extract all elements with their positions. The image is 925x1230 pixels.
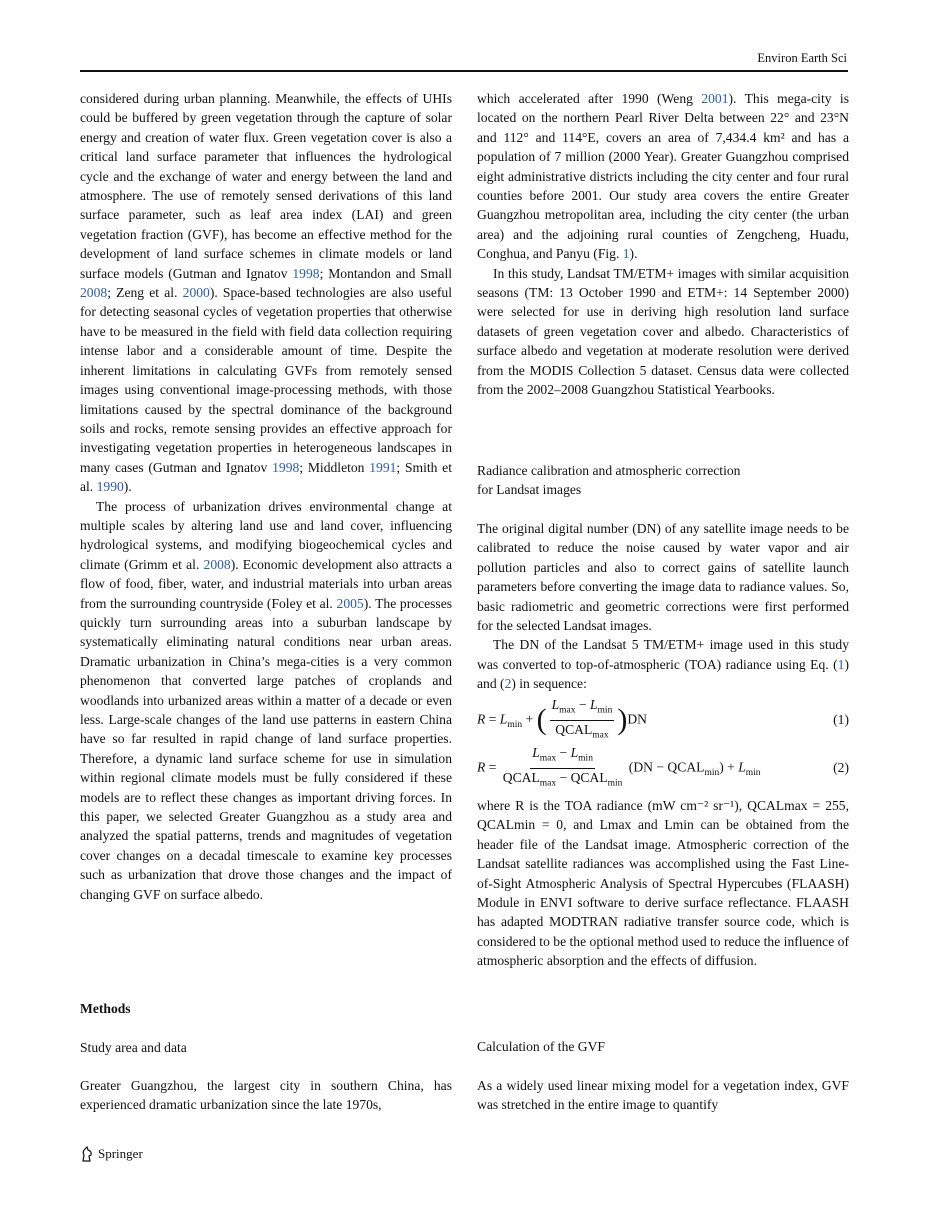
subsection-heading-radiance bbox=[477, 461, 740, 500]
text-run: ). Economic development also attracts a flow of food, fiber, water, and industrial materials into urban areas from the surrounding countryside (Foley et al. bbox=[80, 556, 452, 611]
citation-link[interactable]: 1998 bbox=[292, 265, 320, 281]
text-run: As a widely used linear mixing model for a vegetation index, GVF was stretched in the entire image to quantify bbox=[477, 1078, 849, 1113]
text-run: ) and ( bbox=[477, 656, 849, 692]
text-run: ). This mega-city is located on the northern Pearl River Delta between 22° and 23°N and 112° and 114°E, covers an area of 7,434.4 km² and has a population of 7 million (2000 Year). Greater Guangzhou comprised eight administrative districts including the city center and four rural counties before 2001. Our study area covers the entire Greater Guangzhou metropolitan area, including the city center (the urban area) and the adjoining rural counties of Zengcheng, Huadu, Conghua, and Panyu (Fig. bbox=[477, 91, 849, 262]
text-run: The original digital number (DN) of any satellite image needs to be calibrated to reduce the noise caused by water vapor and air pollution particles and also to correct gains of satellite launch parameters before converting the image data to radiance values. So, basic radiometric and geometric corrections were first performed for the selected Landsat images. bbox=[477, 521, 849, 634]
text-run: where R is the TOA radiance (mW cm⁻² sr⁻¹), QCALmax = 255, QCALmin = 0, and Lmax and Lmin can be obtained from the header file of the Landsat image. Atmospheric correction of the Landsat satellite radiances was accomplished using the Fast Line-of-Sight Atmospheric Analysis of Spectral Hypercubes (FLAASH) Module in ENVI software to derive surface reflectance. FLAASH has adapted MODTRAN radiative transfer source code, which is considered to be the optional method used to reduce the influence of atmospheric absorption and the effects of diffusion. bbox=[477, 798, 849, 969]
journal-header: Environ Earth Sci bbox=[757, 51, 847, 65]
text-run: ). Space-based technologies are also useful for detecting seasonal cycles of vegetation properties that otherwise have to be measured in the field with field data collection requiring intense labor and a considerable amount of time. Despite the inherent limitations in calculating GVFs from remotely sensed images using conventional image-processing methods, with those limitations caused by the spectral dominance of the background soils and rocks, remote sensing provides an effective approach for investigating vegetation properties in heterogeneous landscapes in many cases (Gutman and Ignatov bbox=[80, 285, 452, 475]
citation-link[interactable]: 1 bbox=[837, 656, 845, 672]
heading-line: Radiance calibration and atmospheric correction bbox=[477, 463, 741, 478]
text-run: which accelerated after 1990 (Weng bbox=[477, 91, 702, 106]
springer-horse-icon bbox=[80, 1146, 94, 1162]
text-run: In this study, Landsat TM/ETM+ images with similar acquisition seasons (TM: 13 October 1990 and ETM+: 14 September 2000) were selected for use in deriving high resolution land surface datasets of green vegetation cover and albedo. Characteristics of surface albedo and vegetation at moderate resolution were derived from the MODIS Collection 5 dataset. Census data were collected from the 2002–2008 Guangzhou Statistical Yearbooks. bbox=[477, 265, 849, 398]
publisher-name: Springer bbox=[98, 1146, 143, 1161]
equation-2: R = $\frac{L_{max} - L_{min}}{QCAL_{max} - QCAL_{min}}$ $(DN - QCAL_{min}) + L_{min}$ (2) bbox=[477, 744, 849, 789]
text-run: ). bbox=[629, 246, 638, 262]
text-run: The process of urbanization drives environmental change at multiple scales by altering land use and land cover, influencing hydrological systems, and modifying biogeochemical cycles and climate (Grimm et al. bbox=[80, 498, 452, 572]
heading-line: for Landsat images bbox=[477, 482, 582, 498]
paragraph bbox=[477, 796, 849, 971]
footer bbox=[80, 1146, 143, 1162]
text-run: ; Montandon and Small bbox=[319, 265, 452, 281]
paragraph bbox=[477, 635, 849, 693]
citation-link[interactable]: 2001 bbox=[701, 91, 729, 106]
equation-1: $R = L_{min}$ + ( $\frac{L_{max} - L_{min}}{QCAL_{max}}$ )DN (1) bbox=[477, 696, 849, 741]
citation-link[interactable]: 2008 bbox=[203, 556, 231, 572]
left-column-top bbox=[80, 89, 452, 904]
subsection-heading-gvf: Calculation of the GVF bbox=[477, 1039, 605, 1054]
text-run: ) in sequence: bbox=[511, 676, 587, 692]
right-column-bottom bbox=[477, 1076, 849, 1115]
paragraph bbox=[477, 89, 849, 264]
citation-link[interactable]: 2000 bbox=[182, 285, 210, 301]
paragraph bbox=[477, 519, 849, 635]
header-rule bbox=[80, 70, 848, 72]
paragraph bbox=[477, 1076, 849, 1115]
section-heading-methods: Methods bbox=[80, 1001, 131, 1016]
citation-link[interactable]: 1991 bbox=[369, 459, 397, 475]
equation-number: (2) bbox=[833, 760, 849, 775]
left-column-bottom bbox=[80, 1076, 452, 1115]
citation-link[interactable]: 1 bbox=[622, 246, 630, 262]
right-column-middle bbox=[477, 519, 849, 694]
right-column-lower bbox=[477, 796, 849, 971]
text-run: ). The processes quickly turn surrounding areas into a suburban landscape by systematically eliminating natural conditions near urban areas. Dramatic urbanization in China’s mega-cities is a very common phenomenon that converted large patches of croplands and woodlands into urbanized areas within a matter of a decade or even less. Large-scale changes of the land use patterns in eastern China have so far resulted in rapid change of land surface properties. Therefore, a dynamic land surface scheme for use in simulation within regional climate models must be fully considered if these models are to reflect these changes as important driving forces. In this paper, we selected Greater Guangzhou as a study area and analyzed the spatial patterns, trends and magnitudes of vegetation cover changes on a decadal timescale to examine key processes such as urbanization that drove those changes and the impact of changing GVF on surface albedo. bbox=[80, 595, 453, 902]
paragraph bbox=[80, 1076, 452, 1115]
text-run: Greater Guangzhou, the largest city in southern China, has experienced dramatic urbanization since the late 1970s, bbox=[80, 1078, 452, 1113]
text-run: The DN of the Landsat 5 TM/ETM+ image used in this study was converted to top-of-atmospheric (TOA) radiance using Eq. ( bbox=[477, 637, 849, 672]
text-run: considered during urban planning. Meanwhile, the effects of UHIs could be buffered by green vegetation through the capture of solar energy and creation of water flux. Green vegetation cover is also a critical land surface parameter that influences the hydrological cycle and the exchange of water and energy between the land and atmosphere. The use of remotely sensed derivations of this land surface parameter, such as leaf area index (LAI) and green vegetation fraction (GVF), has become an effective method for the development of land surface schemes in climate models or land surface models (Gutman and Ignatov bbox=[80, 91, 452, 281]
right-column-top bbox=[477, 89, 849, 400]
paragraph bbox=[80, 497, 452, 905]
text-run: ; Middleton bbox=[299, 459, 370, 475]
text-run: ). bbox=[123, 479, 132, 495]
citation-link[interactable]: 2 bbox=[504, 676, 512, 692]
citation-link[interactable]: 1998 bbox=[272, 459, 300, 475]
text-run: ; Smith et al. bbox=[80, 459, 452, 495]
subsection-heading-study-area: Study area and data bbox=[80, 1040, 187, 1055]
equation-number: (1) bbox=[833, 712, 849, 727]
paragraph bbox=[477, 264, 849, 400]
text-run: ; Zeng et al. bbox=[107, 285, 183, 301]
citation-link[interactable]: 1990 bbox=[96, 479, 124, 495]
citation-link[interactable]: 2005 bbox=[336, 595, 364, 611]
paragraph bbox=[80, 89, 452, 497]
citation-link[interactable]: 2008 bbox=[80, 285, 108, 301]
